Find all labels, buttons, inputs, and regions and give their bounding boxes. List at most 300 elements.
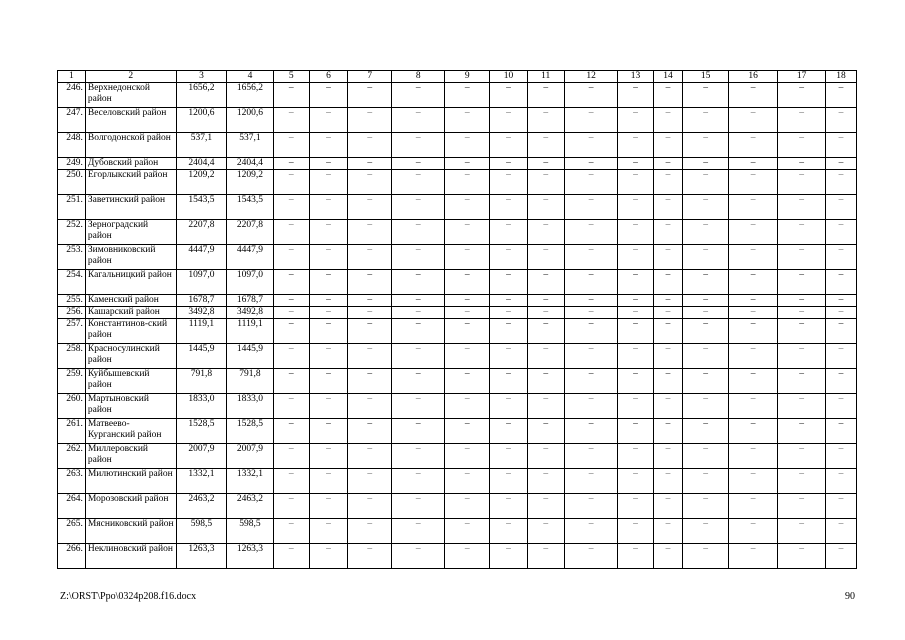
district-name: Константинов-ский район — [85, 319, 176, 344]
empty-value-dash: – — [348, 394, 392, 419]
empty-value-dash: – — [564, 307, 618, 319]
empty-value-dash: – — [348, 419, 392, 444]
empty-value-dash: – — [527, 369, 564, 394]
empty-value-dash: – — [825, 369, 856, 394]
column-header: 14 — [653, 71, 683, 83]
district-name: Каменский район — [85, 295, 176, 307]
empty-value-dash: – — [527, 295, 564, 307]
empty-value-dash: – — [392, 195, 445, 220]
empty-value-dash: – — [778, 494, 825, 519]
district-name: Кагальницкий район — [85, 270, 176, 295]
empty-value-dash: – — [825, 158, 856, 170]
empty-value-dash: – — [778, 245, 825, 270]
empty-value-dash: – — [778, 170, 825, 195]
empty-value-dash: – — [309, 270, 347, 295]
empty-value-dash: – — [309, 170, 347, 195]
value-col4: 2404,4 — [227, 158, 273, 170]
column-header: 15 — [683, 71, 728, 83]
empty-value-dash: – — [683, 544, 728, 569]
empty-value-dash: – — [348, 158, 392, 170]
empty-value-dash: – — [564, 170, 618, 195]
empty-value-dash: – — [392, 220, 445, 245]
empty-value-dash: – — [273, 369, 309, 394]
empty-value-dash: – — [392, 344, 445, 369]
column-header: 12 — [564, 71, 618, 83]
table-row — [58, 494, 857, 519]
table-row — [58, 469, 857, 494]
district-name: Зимовниковский район — [85, 245, 176, 270]
empty-value-dash: – — [490, 344, 527, 369]
empty-value-dash: – — [728, 544, 778, 569]
value-col3: 1332,1 — [176, 469, 227, 494]
empty-value-dash: – — [445, 319, 490, 344]
value-col3: 1263,3 — [176, 544, 227, 569]
table-row — [58, 195, 857, 220]
empty-value-dash: – — [490, 419, 527, 444]
empty-value-dash: – — [348, 444, 392, 469]
value-col4: 1097,0 — [227, 270, 273, 295]
empty-value-dash: – — [564, 319, 618, 344]
empty-value-dash: – — [392, 83, 445, 108]
column-header: 7 — [348, 71, 392, 83]
empty-value-dash: – — [683, 419, 728, 444]
empty-value-dash: – — [392, 245, 445, 270]
empty-value-dash: – — [392, 307, 445, 319]
district-name: Мартыновский район — [85, 394, 176, 419]
empty-value-dash: – — [445, 494, 490, 519]
empty-value-dash: – — [348, 295, 392, 307]
empty-value-dash: – — [728, 245, 778, 270]
page-number: 90 — [845, 591, 855, 602]
empty-value-dash: – — [778, 307, 825, 319]
value-col4: 1543,5 — [227, 195, 273, 220]
district-name: Миллеровский район — [85, 444, 176, 469]
district-name: Зерноградский район — [85, 220, 176, 245]
empty-value-dash: – — [490, 369, 527, 394]
empty-value-dash: – — [728, 444, 778, 469]
empty-value-dash: – — [309, 108, 347, 133]
empty-value-dash: – — [825, 519, 856, 544]
empty-value-dash: – — [348, 133, 392, 158]
empty-value-dash: – — [618, 494, 653, 519]
empty-value-dash: – — [825, 108, 856, 133]
empty-value-dash: – — [653, 83, 683, 108]
empty-value-dash: – — [564, 469, 618, 494]
table-row — [58, 519, 857, 544]
empty-value-dash: – — [490, 195, 527, 220]
row-number: 247. — [58, 108, 86, 133]
empty-value-dash: – — [527, 195, 564, 220]
empty-value-dash: – — [445, 307, 490, 319]
empty-value-dash: – — [309, 469, 347, 494]
empty-value-dash: – — [273, 544, 309, 569]
empty-value-dash: – — [728, 469, 778, 494]
empty-value-dash: – — [273, 270, 309, 295]
empty-value-dash: – — [683, 133, 728, 158]
empty-value-dash: – — [309, 519, 347, 544]
empty-value-dash: – — [653, 220, 683, 245]
empty-value-dash: – — [653, 519, 683, 544]
empty-value-dash: – — [273, 195, 309, 220]
district-name: Кашарский район — [85, 307, 176, 319]
column-header: 17 — [778, 71, 825, 83]
empty-value-dash: – — [653, 295, 683, 307]
district-name: Веселовский район — [85, 108, 176, 133]
empty-value-dash: – — [392, 369, 445, 394]
empty-value-dash: – — [618, 270, 653, 295]
value-col3: 1119,1 — [176, 319, 227, 344]
empty-value-dash: – — [392, 170, 445, 195]
empty-value-dash: – — [825, 419, 856, 444]
table-row — [58, 295, 857, 307]
column-header: 6 — [309, 71, 347, 83]
empty-value-dash: – — [348, 369, 392, 394]
value-col4: 1263,3 — [227, 544, 273, 569]
empty-value-dash: – — [392, 544, 445, 569]
empty-value-dash: – — [564, 108, 618, 133]
value-col3: 1200,6 — [176, 108, 227, 133]
empty-value-dash: – — [653, 319, 683, 344]
empty-value-dash: – — [825, 270, 856, 295]
empty-value-dash: – — [564, 295, 618, 307]
empty-value-dash: – — [653, 307, 683, 319]
empty-value-dash: – — [728, 220, 778, 245]
value-col4: 1200,6 — [227, 108, 273, 133]
empty-value-dash: – — [527, 220, 564, 245]
column-header: 4 — [227, 71, 273, 83]
empty-value-dash: – — [653, 394, 683, 419]
table-row — [58, 344, 857, 369]
column-header: 5 — [273, 71, 309, 83]
empty-value-dash: – — [273, 469, 309, 494]
empty-value-dash: – — [527, 108, 564, 133]
empty-value-dash: – — [564, 519, 618, 544]
empty-value-dash: – — [309, 394, 347, 419]
empty-value-dash: – — [825, 83, 856, 108]
empty-value-dash: – — [273, 220, 309, 245]
table-row — [58, 220, 857, 245]
empty-value-dash: – — [618, 344, 653, 369]
empty-value-dash: – — [490, 319, 527, 344]
empty-value-dash: – — [683, 295, 728, 307]
empty-value-dash: – — [778, 344, 825, 369]
empty-value-dash: – — [445, 295, 490, 307]
empty-value-dash: – — [273, 83, 309, 108]
row-number: 253. — [58, 245, 86, 270]
value-col3: 2007,9 — [176, 444, 227, 469]
empty-value-dash: – — [392, 394, 445, 419]
table-row — [58, 369, 857, 394]
empty-value-dash: – — [653, 419, 683, 444]
empty-value-dash: – — [653, 344, 683, 369]
value-col4: 537,1 — [227, 133, 273, 158]
empty-value-dash: – — [309, 158, 347, 170]
empty-value-dash: – — [490, 444, 527, 469]
value-col4: 2207,8 — [227, 220, 273, 245]
empty-value-dash: – — [778, 295, 825, 307]
empty-value-dash: – — [392, 494, 445, 519]
column-header: 1 — [58, 71, 86, 83]
empty-value-dash: – — [490, 108, 527, 133]
empty-value-dash: – — [490, 394, 527, 419]
empty-value-dash: – — [564, 195, 618, 220]
empty-value-dash: – — [564, 369, 618, 394]
empty-value-dash: – — [618, 83, 653, 108]
empty-value-dash: – — [273, 444, 309, 469]
empty-value-dash: – — [392, 469, 445, 494]
empty-value-dash: – — [527, 519, 564, 544]
empty-value-dash: – — [683, 369, 728, 394]
column-header: 11 — [527, 71, 564, 83]
column-header: 9 — [445, 71, 490, 83]
empty-value-dash: – — [445, 444, 490, 469]
row-number: 254. — [58, 270, 86, 295]
empty-value-dash: – — [618, 369, 653, 394]
empty-value-dash: – — [445, 220, 490, 245]
empty-value-dash: – — [825, 133, 856, 158]
table-row — [58, 444, 857, 469]
empty-value-dash: – — [778, 83, 825, 108]
empty-value-dash: – — [309, 295, 347, 307]
empty-value-dash: – — [273, 419, 309, 444]
column-header: 13 — [618, 71, 653, 83]
empty-value-dash: – — [653, 469, 683, 494]
empty-value-dash: – — [564, 544, 618, 569]
row-number: 265. — [58, 519, 86, 544]
empty-value-dash: – — [445, 270, 490, 295]
column-header: 2 — [85, 71, 176, 83]
empty-value-dash: – — [273, 494, 309, 519]
table-row — [58, 108, 857, 133]
value-col4: 1656,2 — [227, 83, 273, 108]
empty-value-dash: – — [348, 220, 392, 245]
empty-value-dash: – — [683, 307, 728, 319]
empty-value-dash: – — [564, 245, 618, 270]
empty-value-dash: – — [618, 519, 653, 544]
empty-value-dash: – — [825, 469, 856, 494]
empty-value-dash: – — [653, 108, 683, 133]
empty-value-dash: – — [825, 394, 856, 419]
value-col4: 791,8 — [227, 369, 273, 394]
table-row — [58, 158, 857, 170]
empty-value-dash: – — [825, 307, 856, 319]
empty-value-dash: – — [618, 133, 653, 158]
empty-value-dash: – — [309, 307, 347, 319]
empty-value-dash: – — [564, 220, 618, 245]
empty-value-dash: – — [825, 444, 856, 469]
row-number: 252. — [58, 220, 86, 245]
empty-value-dash: – — [527, 544, 564, 569]
value-col3: 4447,9 — [176, 245, 227, 270]
empty-value-dash: – — [309, 344, 347, 369]
row-number: 256. — [58, 307, 86, 319]
empty-value-dash: – — [728, 158, 778, 170]
empty-value-dash: – — [728, 519, 778, 544]
empty-value-dash: – — [825, 170, 856, 195]
column-header: 8 — [392, 71, 445, 83]
empty-value-dash: – — [564, 419, 618, 444]
empty-value-dash: – — [564, 444, 618, 469]
empty-value-dash: – — [348, 270, 392, 295]
empty-value-dash: – — [392, 419, 445, 444]
empty-value-dash: – — [825, 494, 856, 519]
empty-value-dash: – — [618, 544, 653, 569]
empty-value-dash: – — [683, 220, 728, 245]
value-col4: 1528,5 — [227, 419, 273, 444]
empty-value-dash: – — [728, 419, 778, 444]
empty-value-dash: – — [825, 220, 856, 245]
empty-value-dash: – — [683, 394, 728, 419]
table-row — [58, 307, 857, 319]
empty-value-dash: – — [618, 195, 653, 220]
empty-value-dash: – — [683, 519, 728, 544]
empty-value-dash: – — [273, 519, 309, 544]
empty-value-dash: – — [392, 108, 445, 133]
value-col3: 1833,0 — [176, 394, 227, 419]
empty-value-dash: – — [825, 319, 856, 344]
empty-value-dash: – — [490, 158, 527, 170]
empty-value-dash: – — [825, 245, 856, 270]
footer-file-path: Z:\ORST\Ppo\0324p208.f16.docx — [60, 591, 197, 602]
empty-value-dash: – — [527, 344, 564, 369]
table-row — [58, 544, 857, 569]
empty-value-dash: – — [348, 469, 392, 494]
empty-value-dash: – — [825, 544, 856, 569]
empty-value-dash: – — [309, 220, 347, 245]
value-col3: 1656,2 — [176, 83, 227, 108]
value-col3: 791,8 — [176, 369, 227, 394]
empty-value-dash: – — [392, 519, 445, 544]
column-header: 10 — [490, 71, 527, 83]
empty-value-dash: – — [618, 220, 653, 245]
empty-value-dash: – — [527, 469, 564, 494]
empty-value-dash: – — [564, 270, 618, 295]
empty-value-dash: – — [490, 245, 527, 270]
empty-value-dash: – — [683, 108, 728, 133]
district-name: Волгодонской район — [85, 133, 176, 158]
empty-value-dash: – — [564, 158, 618, 170]
district-name: Мясниковский район — [85, 519, 176, 544]
empty-value-dash: – — [728, 133, 778, 158]
empty-value-dash: – — [348, 170, 392, 195]
empty-value-dash: – — [445, 544, 490, 569]
row-number: 264. — [58, 494, 86, 519]
value-col3: 1678,7 — [176, 295, 227, 307]
district-name: Неклиновский район — [85, 544, 176, 569]
empty-value-dash: – — [778, 133, 825, 158]
empty-value-dash: – — [445, 419, 490, 444]
empty-value-dash: – — [348, 307, 392, 319]
empty-value-dash: – — [348, 108, 392, 133]
empty-value-dash: – — [728, 108, 778, 133]
empty-value-dash: – — [445, 245, 490, 270]
empty-value-dash: – — [618, 319, 653, 344]
empty-value-dash: – — [445, 519, 490, 544]
empty-value-dash: – — [392, 158, 445, 170]
empty-value-dash: – — [273, 170, 309, 195]
empty-value-dash: – — [527, 245, 564, 270]
empty-value-dash: – — [527, 444, 564, 469]
empty-value-dash: – — [490, 494, 527, 519]
header-row — [58, 71, 857, 83]
value-col3: 2404,4 — [176, 158, 227, 170]
empty-value-dash: – — [683, 344, 728, 369]
empty-value-dash: – — [778, 419, 825, 444]
value-col3: 1543,5 — [176, 195, 227, 220]
empty-value-dash: – — [309, 133, 347, 158]
empty-value-dash: – — [653, 170, 683, 195]
empty-value-dash: – — [490, 544, 527, 569]
empty-value-dash: – — [564, 344, 618, 369]
column-header: 18 — [825, 71, 856, 83]
empty-value-dash: – — [825, 344, 856, 369]
value-col3: 1528,5 — [176, 419, 227, 444]
district-name: Верхнедонской район — [85, 83, 176, 108]
empty-value-dash: – — [392, 133, 445, 158]
empty-value-dash: – — [728, 307, 778, 319]
district-name: Милютинский район — [85, 469, 176, 494]
empty-value-dash: – — [445, 394, 490, 419]
table-row — [58, 270, 857, 295]
empty-value-dash: – — [392, 270, 445, 295]
empty-value-dash: – — [564, 83, 618, 108]
empty-value-dash: – — [778, 444, 825, 469]
empty-value-dash: – — [653, 270, 683, 295]
empty-value-dash: – — [564, 394, 618, 419]
empty-value-dash: – — [348, 494, 392, 519]
table-row — [58, 133, 857, 158]
value-col3: 2207,8 — [176, 220, 227, 245]
empty-value-dash: – — [527, 319, 564, 344]
district-name: Заветинский район — [85, 195, 176, 220]
empty-value-dash: – — [618, 170, 653, 195]
empty-value-dash: – — [618, 469, 653, 494]
empty-value-dash: – — [618, 394, 653, 419]
empty-value-dash: – — [683, 195, 728, 220]
empty-value-dash: – — [309, 195, 347, 220]
empty-value-dash: – — [618, 444, 653, 469]
empty-value-dash: – — [728, 83, 778, 108]
empty-value-dash: – — [527, 270, 564, 295]
value-col3: 2463,2 — [176, 494, 227, 519]
empty-value-dash: – — [490, 295, 527, 307]
empty-value-dash: – — [653, 369, 683, 394]
empty-value-dash: – — [653, 494, 683, 519]
empty-value-dash: – — [778, 158, 825, 170]
empty-value-dash: – — [778, 469, 825, 494]
empty-value-dash: – — [825, 195, 856, 220]
value-col3: 3492,8 — [176, 307, 227, 319]
empty-value-dash: – — [728, 344, 778, 369]
row-number: 260. — [58, 394, 86, 419]
empty-value-dash: – — [309, 245, 347, 270]
district-name: Морозовский район — [85, 494, 176, 519]
empty-value-dash: – — [490, 519, 527, 544]
empty-value-dash: – — [445, 195, 490, 220]
empty-value-dash: – — [728, 494, 778, 519]
empty-value-dash: – — [273, 158, 309, 170]
empty-value-dash: – — [348, 319, 392, 344]
value-col4: 2007,9 — [227, 444, 273, 469]
empty-value-dash: – — [445, 344, 490, 369]
value-col4: 1209,2 — [227, 170, 273, 195]
empty-value-dash: – — [728, 270, 778, 295]
data-table — [57, 70, 857, 569]
empty-value-dash: – — [273, 133, 309, 158]
empty-value-dash: – — [728, 170, 778, 195]
empty-value-dash: – — [527, 133, 564, 158]
empty-value-dash: – — [490, 220, 527, 245]
